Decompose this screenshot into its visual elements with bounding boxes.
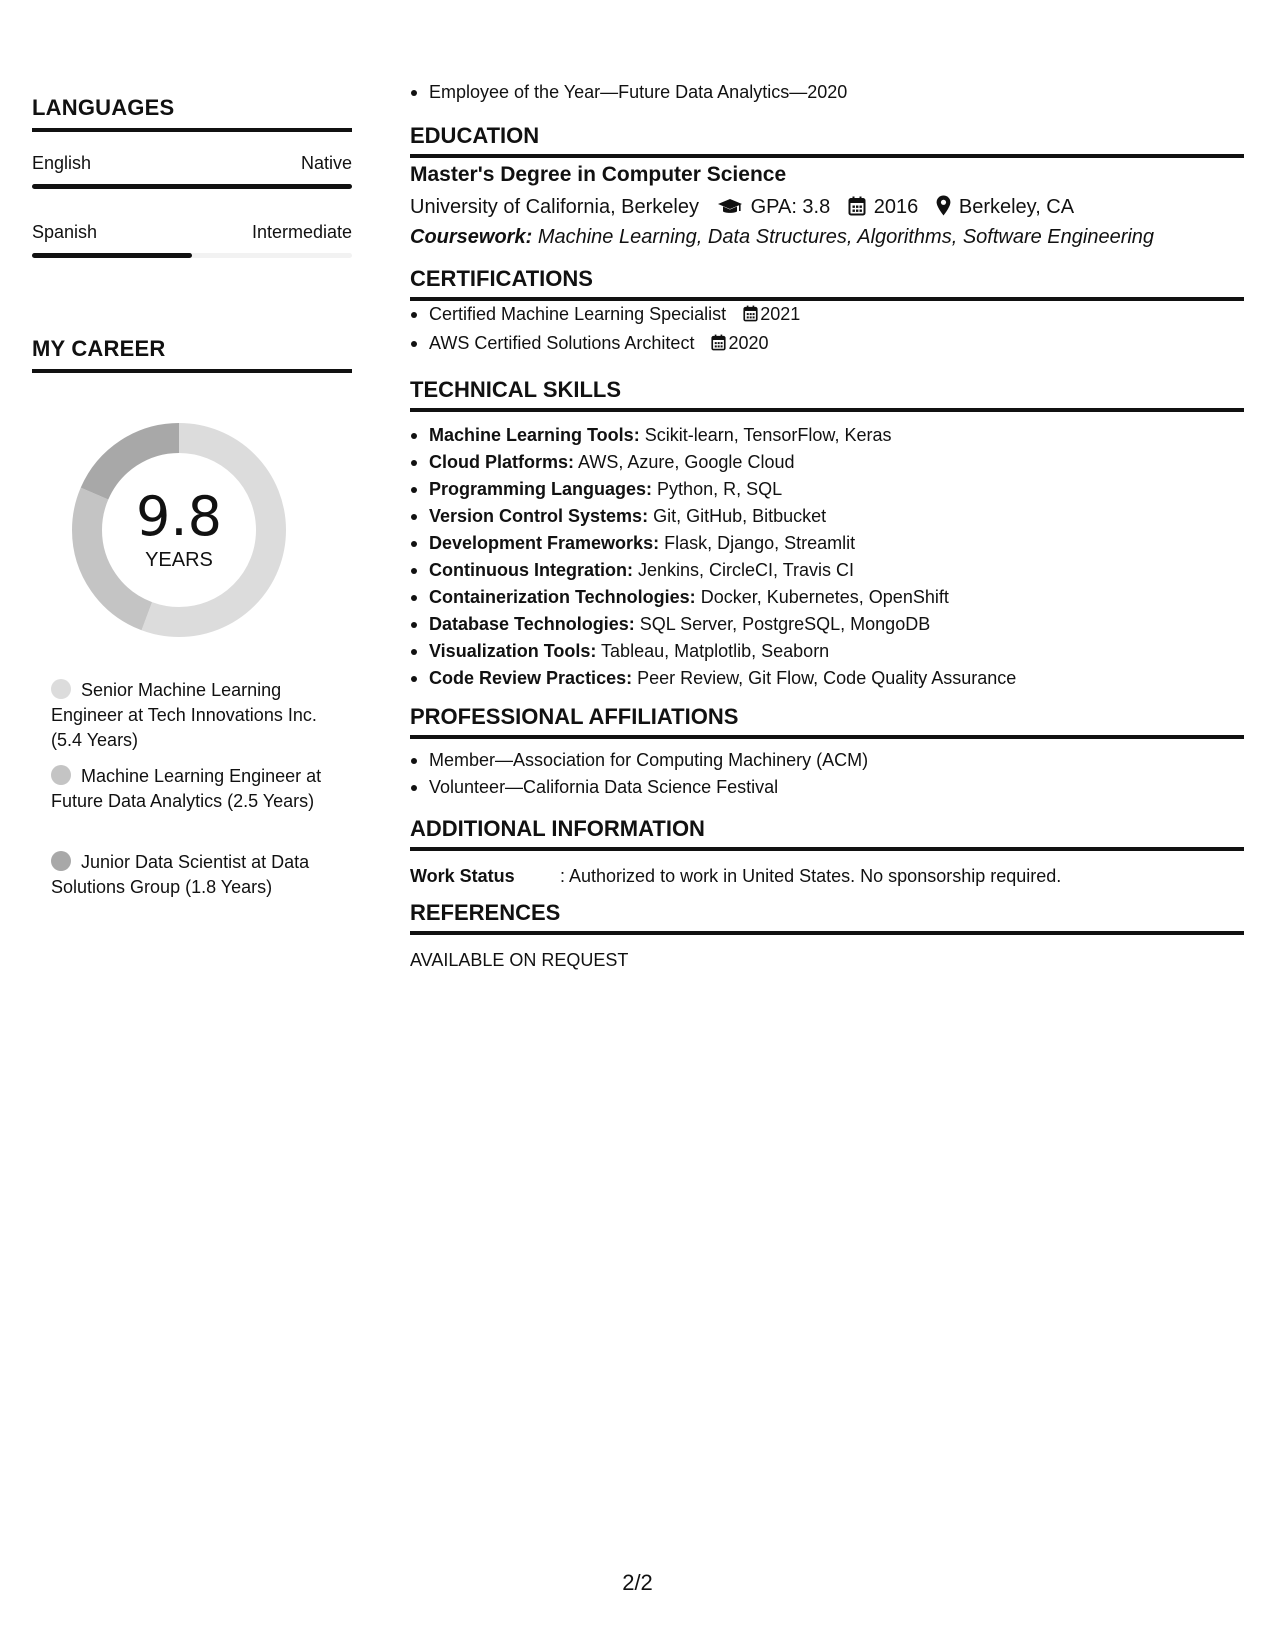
list-item: Employee of the Year—Future Data Analytics—2020 xyxy=(410,79,1244,106)
career-legend-item xyxy=(51,764,336,814)
technical-skills-heading: TECHNICAL SKILLS xyxy=(410,377,1244,412)
education-meta xyxy=(410,195,1074,222)
legend-label: Machine Learning Engineer at Future Data Analytics (2.5 Years) xyxy=(51,766,322,811)
list-item xyxy=(410,476,1244,503)
list-item xyxy=(410,449,1244,476)
list-item xyxy=(410,503,1244,530)
legend-swatch xyxy=(51,679,71,699)
certification-year: 2021 xyxy=(760,304,801,324)
career-total-unit: YEARS xyxy=(145,549,213,571)
legend-swatch xyxy=(51,851,71,871)
list-item xyxy=(410,530,1244,557)
language-proficiency-bar xyxy=(32,184,352,189)
legend-label: Senior Machine Learning Engineer at Tech Innovations Inc. (5.4 Years) xyxy=(51,680,317,750)
skill-values: Flask, Django, Streamlit xyxy=(664,533,856,553)
list-item xyxy=(410,330,1244,359)
list-item xyxy=(410,638,1244,665)
certification-name: AWS Certified Solutions Architect xyxy=(429,333,695,353)
certifications-heading: CERTIFICATIONS xyxy=(410,266,1244,301)
skill-category: Database Technologies: xyxy=(429,614,635,634)
work-status-value: : Authorized to work in United States. No sponsorship required. xyxy=(560,866,1062,886)
skill-values: Git, GitHub, Bitbucket xyxy=(653,506,827,526)
skill-category: Visualization Tools: xyxy=(429,641,597,661)
calendar-icon xyxy=(743,303,758,330)
language-proficiency-bar xyxy=(32,253,352,258)
skill-category: Programming Languages: xyxy=(429,479,653,499)
language-name: Spanish xyxy=(32,222,98,242)
references-heading: REFERENCES xyxy=(410,900,1244,935)
affiliations-list xyxy=(410,747,1244,801)
list-item xyxy=(410,584,1244,611)
skill-values: Scikit-learn, TensorFlow, Keras xyxy=(644,425,892,445)
language-level: Intermediate xyxy=(251,222,352,242)
career-total-value: 9.8 xyxy=(136,485,222,548)
skills-list xyxy=(410,422,1244,692)
gpa: GPA: 3.8 xyxy=(750,196,831,218)
list-item: Volunteer—California Data Science Festival xyxy=(410,774,1244,801)
coursework-value: Machine Learning, Data Structures, Algorithms, Software Engineering xyxy=(537,226,1155,248)
skill-values: Docker, Kubernetes, OpenShift xyxy=(700,587,949,607)
language-proficiency-fill xyxy=(32,253,192,258)
list-item xyxy=(410,557,1244,584)
school-location: Berkeley, CA xyxy=(958,196,1075,218)
career-legend-item xyxy=(51,850,336,900)
skill-category: Cloud Platforms: xyxy=(429,452,575,472)
coursework-label: Coursework: xyxy=(410,226,533,248)
coursework xyxy=(410,226,1154,249)
calendar-icon xyxy=(711,332,726,359)
skill-values: SQL Server, PostgreSQL, MongoDB xyxy=(639,614,931,634)
skill-values: Jenkins, CircleCI, Travis CI xyxy=(637,560,855,580)
language-level: Native xyxy=(300,153,352,173)
list-item xyxy=(410,611,1244,638)
language-proficiency-fill xyxy=(32,184,352,189)
certification-name: Certified Machine Learning Specialist xyxy=(429,304,727,324)
degree-title: Master's Degree in Computer Science xyxy=(410,163,787,186)
skill-category: Machine Learning Tools: xyxy=(429,425,640,445)
skill-category: Version Control Systems: xyxy=(429,506,649,526)
awards-list xyxy=(410,79,1244,106)
career-legend-item xyxy=(51,678,336,753)
graduation-cap-icon xyxy=(717,198,743,222)
list-item xyxy=(410,301,1244,330)
certification-year: 2020 xyxy=(728,333,769,353)
school-name: University of California, Berkeley xyxy=(410,196,699,218)
skill-values: AWS, Azure, Google Cloud xyxy=(578,452,795,472)
graduation-year: 2016 xyxy=(873,196,919,218)
skill-values: Tableau, Matplotlib, Seaborn xyxy=(601,641,830,661)
work-status-label: Work Status xyxy=(410,866,515,886)
career-donut-chart xyxy=(66,417,292,643)
page-number: 2/2 xyxy=(622,1570,653,1595)
work-status xyxy=(410,866,1061,887)
career-heading: MY CAREER xyxy=(32,336,352,373)
map-pin-icon xyxy=(936,195,951,222)
additional-info-heading: ADDITIONAL INFORMATION xyxy=(410,816,1244,851)
references-text: AVAILABLE ON REQUEST xyxy=(410,950,629,970)
skill-category: Code Review Practices: xyxy=(429,668,633,688)
list-item xyxy=(410,665,1244,692)
affiliations-heading: PROFESSIONAL AFFILIATIONS xyxy=(410,704,1244,739)
skill-category: Containerization Technologies: xyxy=(429,587,696,607)
legend-swatch xyxy=(51,765,71,785)
certifications-list xyxy=(410,301,1244,359)
languages-heading: LANGUAGES xyxy=(32,95,352,132)
calendar-icon xyxy=(848,196,866,222)
language-name: English xyxy=(32,153,92,173)
skill-category: Development Frameworks: xyxy=(429,533,660,553)
career-donut-center xyxy=(66,487,292,572)
list-item xyxy=(410,422,1244,449)
list-item: Member—Association for Computing Machinery (ACM) xyxy=(410,747,1244,774)
skill-category: Continuous Integration: xyxy=(429,560,633,580)
legend-label: Junior Data Scientist at Data Solutions Group (1.8 Years) xyxy=(51,852,310,897)
skill-values: Python, R, SQL xyxy=(657,479,783,499)
skill-values: Peer Review, Git Flow, Code Quality Assurance xyxy=(637,668,1017,688)
education-heading: EDUCATION xyxy=(410,123,1244,158)
